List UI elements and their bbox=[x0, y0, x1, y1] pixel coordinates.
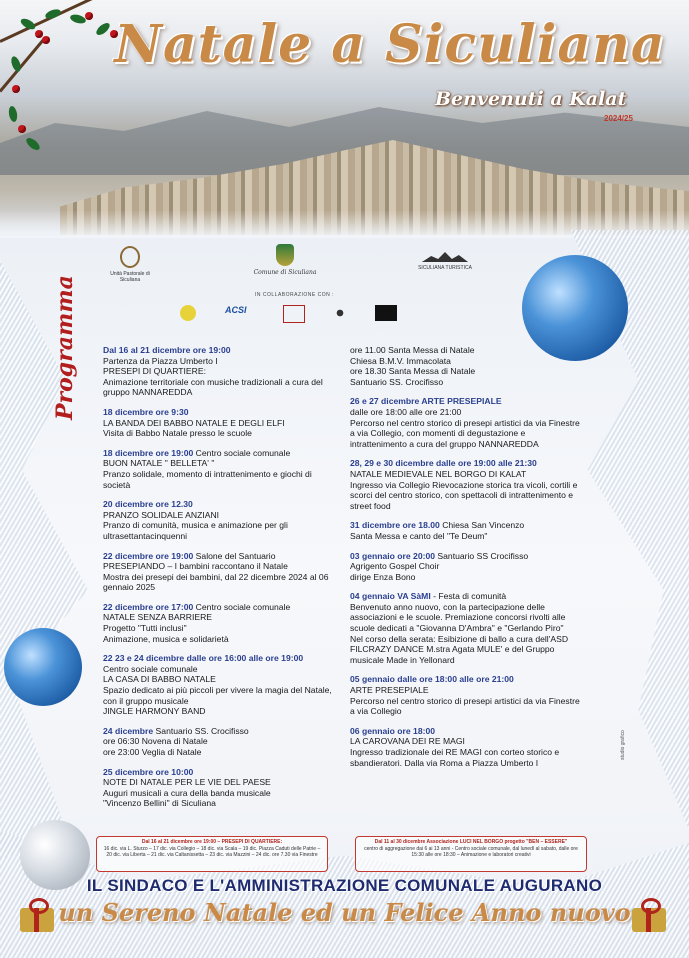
logo-row bbox=[100, 244, 570, 284]
event-date bbox=[103, 448, 335, 459]
event-item bbox=[350, 396, 582, 449]
event-description: PRESEPIANDO – I bambini raccontano il Natale Mostra dei presepi dei bambini, dal 22 dicembre 2024 al 06 gennaio 2025 bbox=[103, 561, 329, 593]
event-item bbox=[350, 458, 582, 511]
event-date bbox=[103, 653, 335, 664]
sponsor-logos bbox=[175, 305, 415, 325]
ornament-ball-left bbox=[4, 628, 82, 706]
bow-icon-right bbox=[641, 898, 661, 914]
event-item bbox=[103, 653, 335, 717]
event-description: PRANZO SOLIDALE ANZIANI Pranzo di comunità, musica e animazione per gli ultrasettantacinquenni bbox=[103, 509, 288, 541]
event-date bbox=[350, 591, 582, 602]
programma-label: Programma bbox=[52, 275, 78, 420]
event-item bbox=[350, 674, 582, 716]
poster-years: 2024/25 bbox=[604, 114, 633, 123]
event-date-text: 05 gennaio dalle ore 18:00 alle ore 21:00 bbox=[350, 674, 514, 685]
event-description: Partenza da Piazza Umberto I PRESEPI DI QUARTIERE: Animazione territoriale con musiche tradizionali a cura del gruppo NANNAREDDA bbox=[103, 355, 323, 398]
event-description: dalle ore 18:00 alle ore 21:00 Percorso nel centro storico di presepi artistici da via Finestre a via Collegio, con momenti di degustazione e intrattenimento a cura del gruppo NANNAREDDA bbox=[350, 406, 580, 449]
event-date-text: 06 gennaio ore 18:00 bbox=[350, 725, 436, 736]
event-description: LA CAROVANA DEI RE MAGI Ingresso tradizionale dei RE MAGI con corteo storico e sbandieratori. Dalla via Roma a Piazza Umberto I bbox=[350, 736, 560, 768]
event-date-venue: - Festa di comunità bbox=[430, 591, 507, 602]
mayor-greeting: IL SINDACO E L'AMMINISTRAZIONE COMUNALE AUGURANO bbox=[86, 876, 603, 895]
event-item bbox=[350, 551, 582, 583]
event-description: Centro sociale comunale LA CASA DI BABBO NATALE Spazio dedicato ai più piccoli per vivere la magia del Natale, con il gruppo musicale JINGLE HARMONY BAND bbox=[103, 663, 332, 717]
event-description: Benvenuto anno nuovo, con la partecipazione delle associazioni e le scuole. Premiazione concorsi rivolti alle scuole dedicati a "Giovanna D'Ambra" e "Gerlando Piro" Nel corso della serata: Esibizione di ballo a cura dell'ASD FILCRAZY DANCE M.stra Agata MULE' e del Gruppo musicale Made in Yellonard bbox=[350, 601, 569, 665]
event-date-text: 25 dicembre ore 10:00 bbox=[103, 766, 194, 777]
poster-subtitle: Benvenuti a Kalat bbox=[435, 88, 627, 110]
event-date-venue: Centro sociale comunale bbox=[193, 601, 291, 612]
parish-logo bbox=[100, 246, 160, 283]
venue-icon bbox=[283, 305, 305, 323]
event-item bbox=[350, 520, 582, 541]
events-right-column bbox=[350, 345, 582, 777]
event-date-venue: Santuario SS. Crocifisso bbox=[153, 725, 249, 736]
event-item bbox=[103, 726, 335, 758]
parish-crest-icon bbox=[120, 246, 140, 268]
event-date bbox=[350, 551, 582, 562]
event-date-text: 22 dicembre ore 17:00 bbox=[103, 601, 194, 612]
event-date bbox=[350, 726, 582, 737]
event-date-text: 18 dicembre ore 9:30 bbox=[103, 406, 189, 417]
poster-title: Natale a Siculiana bbox=[114, 14, 666, 75]
benessere-note-body: centro di aggregazione dai 6 ai 13 anni - Centro sociale comunale, dal lunedì al sabato, dalle ore 15:30 alle ore 18:30 – Animazione e laboratori creativi bbox=[364, 845, 578, 858]
event-item bbox=[103, 499, 335, 541]
event-description: NOTE DI NATALE PER LE VIE DEL PAESE Auguri musicali a cura della banda musicale "Vincenzo Bellini" di Siculiana bbox=[103, 777, 271, 809]
comune-crest-icon bbox=[276, 244, 294, 266]
event-description: NATALE SENZA BARRIERE Progetto "Tutti inclusi" Animazione, musica e solidarietà bbox=[103, 612, 229, 644]
event-item bbox=[103, 602, 335, 644]
event-date bbox=[350, 674, 582, 685]
event-date bbox=[103, 551, 335, 562]
design-credit: studio grafico bbox=[620, 730, 626, 760]
event-date-venue: Salone del Santuario bbox=[193, 550, 276, 561]
event-item bbox=[103, 551, 335, 593]
benessere-note-box bbox=[355, 836, 587, 872]
event-date-text: 04 gennaio VA SàMI bbox=[350, 591, 431, 602]
event-item bbox=[103, 407, 335, 439]
event-date bbox=[350, 396, 582, 407]
event-item bbox=[103, 448, 335, 490]
skyline-icon bbox=[422, 252, 468, 262]
event-description: ARTE PRESEPIALE Percorso nel centro storico di presepi artistici da via Finestre a via Collegio bbox=[350, 685, 580, 717]
events-left-column bbox=[103, 345, 335, 818]
event-date bbox=[350, 458, 582, 469]
event-description: BUON NATALE " BELLETA' " Pranzo solidale, momento di intrattenimento e giochi di società bbox=[103, 458, 312, 490]
event-date bbox=[103, 345, 335, 356]
event-date-venue: Chiesa San Vincenzo bbox=[439, 520, 525, 531]
event-date-text: 22 23 e 24 dicembre dalle ore 16:00 alle ore 19:00 bbox=[103, 653, 304, 664]
dance-icon bbox=[333, 305, 347, 321]
event-date-text: 20 dicembre ore 12.30 bbox=[103, 499, 193, 510]
event-date-text: 31 dicembre ore 18.00 bbox=[350, 520, 440, 531]
event-date bbox=[103, 602, 335, 613]
event-item bbox=[350, 726, 582, 768]
event-date-venue: Santuario SS Crocifisso bbox=[435, 550, 529, 561]
siculiana-turistica-logo bbox=[410, 252, 480, 271]
event-item bbox=[103, 345, 335, 398]
siculiana-turistica-text: SICULIANA TURISTICA bbox=[418, 265, 472, 271]
holiday-wish: un Sereno Natale ed un Felice Anno nuovo bbox=[58, 898, 631, 927]
comune-logo bbox=[245, 244, 325, 276]
event-date-text: 18 dicembre ore 19:00 bbox=[103, 447, 194, 458]
presepi-note-box bbox=[96, 836, 328, 872]
event-description: ore 11.00 Santa Messa di Natale Chiesa B.M.V. Immacolata ore 18.30 Santa Messa di Natale Santuario SS. Crocifisso bbox=[350, 345, 476, 387]
event-date-text: Dal 16 al 21 dicembre ore 19:00 bbox=[103, 345, 231, 355]
event-date bbox=[350, 520, 582, 531]
parish-logo-text: Unità Pastorale di Siculiana bbox=[110, 271, 150, 283]
dark-logo-icon bbox=[375, 305, 397, 321]
event-date-venue: Centro sociale comunale bbox=[193, 447, 291, 458]
cross-association-icon bbox=[180, 305, 196, 321]
bow-icon-left bbox=[29, 898, 49, 914]
event-date bbox=[103, 407, 335, 418]
event-item bbox=[350, 345, 582, 387]
event-date bbox=[103, 499, 335, 510]
event-description: Agrigento Gospel Choir dirige Enza Bono bbox=[350, 561, 440, 582]
event-date bbox=[103, 726, 335, 737]
acsi-logo: ACSI bbox=[225, 305, 247, 315]
event-date-text: 03 gennaio ore 20:00 bbox=[350, 550, 436, 561]
event-date bbox=[103, 767, 335, 778]
event-description: Santa Messa e canto del "Te Deum" bbox=[350, 530, 488, 541]
event-description: LA BANDA DEI BABBO NATALE E DEGLI ELFI Visita di Babbo Natale presso le scuole bbox=[103, 417, 285, 439]
presepi-note-body: 16 dic. via L. Sturzo – 17 dic. via Collegio – 18 dic. via Scala – 19 dic. Piazza Caduti delle Patrie – 20 dic. via Liberta – 21 dic. via Caltanissetta – 23 dic. via Mazzini – 24 dic. ore 7.30 via Finestre bbox=[103, 845, 321, 858]
event-description: ore 06:30 Novena di Natale ore 23:00 Veglia di Natale bbox=[103, 736, 208, 757]
event-item bbox=[103, 767, 335, 809]
collaboration-label: IN COLLABORAZIONE CON : bbox=[255, 292, 335, 298]
benessere-note-title: Dal 11 al 30 dicembre Associazione LUCI NEL BORGO progetto "BEN – ESSERE" bbox=[374, 839, 568, 845]
comune-logo-text: Comune di Siculiana bbox=[253, 269, 317, 276]
event-date-text: 26 e 27 dicembre ARTE PRESEPIALE bbox=[350, 396, 502, 407]
event-description: NATALE MEDIEVALE NEL BORGO DI KALAT Ingresso via Collegio Rievocazione storica tra vicoli, cortili e scorci del centro storico, con spettacoli di intrattenimento e street food bbox=[350, 468, 578, 511]
event-date-text: 28, 29 e 30 dicembre dalle ore 19:00 alle 21:30 bbox=[350, 458, 537, 469]
event-date-text: 22 dicembre ore 19:00 bbox=[103, 550, 194, 561]
event-date-text: 24 dicembre bbox=[103, 725, 154, 736]
event-item bbox=[350, 591, 582, 665]
presepi-note-title: Dal 16 al 21 dicembre ore 19:00 – PRESEPI DI QUARTIERE: bbox=[141, 839, 283, 845]
